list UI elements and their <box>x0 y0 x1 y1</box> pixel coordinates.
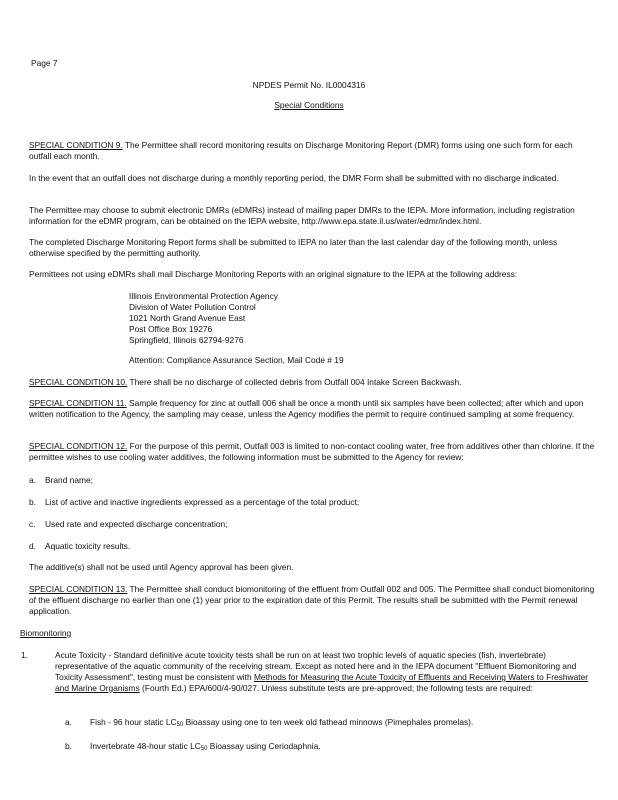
no-discharge-paragraph: In the event that an outfall does not discharge during a monthly reporting period, the DMR Form shall be submitted with no discharge indicated. <box>29 173 559 183</box>
list-marker: c. <box>29 519 36 529</box>
acute-toxicity-paragraph <box>55 650 595 694</box>
special-condition-11-label: SPECIAL CONDITION 11. <box>29 398 127 408</box>
list-item: Used rate and expected discharge concentration; <box>45 519 228 529</box>
biomonitoring-heading: Biomonitoring <box>20 628 72 638</box>
fish-bioassay-text: Fish - 96 hour static LC <box>90 717 177 727</box>
address-line: Post Office Box 19276 <box>129 324 213 334</box>
edmr-paragraph: The Permittee may choose to submit electronic DMRs (eDMRs) instead of mailing paper DMRs to the IEPA. More information, including registration information for the eDMR program, can be obtained on the IEPA website, http://www.epa.state.il.us/water/edmr/index.html. <box>29 205 575 226</box>
special-condition-9 <box>29 140 595 162</box>
special-condition-13 <box>29 584 595 617</box>
special-condition-10-label: SPECIAL CONDITION 10. <box>29 377 128 387</box>
special-condition-13-text: The Permittee shall conduct biomonitoring of the effluent from Outfall 002 and 005. The Permittee shall conduct biomonitoring of the effluent discharge no earlier than one (1) year prior to the expiration date of this Permit. The results shall be submitted with the Permit renewal application. <box>29 584 595 616</box>
additive-approval-paragraph: The additive(s) shall not be used until Agency approval has been given. <box>29 562 294 572</box>
attention-line: Attention: Compliance Assurance Section, Mail Code # 19 <box>129 355 344 365</box>
address-line: 1021 North Grand Avenue East <box>129 313 246 323</box>
invertebrate-bioassay-item <box>90 741 321 755</box>
section-title: Special Conditions <box>274 100 344 110</box>
acute-toxicity-text: Acute Toxicity - Standard definitive acute toxicity tests shall be run on at least two trophic levels of aquatic species (fish, invertebrate) representative of the aquatic community of the receiving stream. Except as noted here and in the IEPA document "Effluent Biomonitoring and Toxicity Assessment", testing must be consistent with <box>55 650 577 682</box>
address-line: Springfield, Illinois 62794-9276 <box>129 335 244 345</box>
special-condition-9-label: SPECIAL CONDITION 9. <box>29 140 123 150</box>
special-condition-10-text: There shall be no discharge of collected debris from Outfall 004 Intake Screen Backwash. <box>127 377 462 387</box>
list-marker: d. <box>29 541 36 551</box>
special-condition-12-label: SPECIAL CONDITION 12. <box>29 441 128 451</box>
special-condition-9-text: The Permittee shall record monitoring results on Discharge Monitoring Report (DMR) forms using one such form for each outfall each month. <box>29 140 573 161</box>
item-1-marker: 1. <box>21 650 28 660</box>
invertebrate-bioassay-text: Invertebrate 48-hour static LC <box>90 741 201 751</box>
special-condition-12 <box>29 441 595 463</box>
page-label: Page 7 <box>31 58 58 68</box>
list-item: List of active and inactive ingredients expressed as a percentage of the total product; <box>45 497 360 507</box>
special-condition-13-label: SPECIAL CONDITION 13. <box>29 584 128 594</box>
mailing-paragraph: Permittees not using eDMRs shall mail Discharge Monitoring Reports with an original signature to the IEPA at the following address: <box>29 269 518 279</box>
lc-subscript: 50 <box>176 722 184 728</box>
lc-subscript: 50 <box>200 746 208 752</box>
list-item: Brand name; <box>45 475 93 485</box>
special-condition-11 <box>29 398 595 420</box>
special-condition-11-text: Sample frequency for zinc at outfall 006 shall be once a month until six samples have been collected; after which and upon written notification to the Agency, the sampling may cease, unless the Agency modifies the permit to require continued sampling at some frequency. <box>29 398 584 419</box>
subitem-marker: b. <box>65 741 72 751</box>
subitem-marker: a. <box>65 717 72 727</box>
acute-toxicity-text-end: (Fourth Ed.) EPA/600/4-90/027. Unless substitute tests are pre-approved; the following tests are required: <box>139 683 533 693</box>
list-item: Aquatic toxicity results. <box>45 541 131 551</box>
permit-title: NPDES Permit No. IL0004316 <box>252 80 366 90</box>
special-condition-12-text: For the purpose of this permit, Outfall 003 is limited to non-contact cooling water, free from additives other than chlorine. If the permittee wishes to use cooling water additives, the following information must be submitted to the Agency for review: <box>29 441 595 462</box>
dmr-due-paragraph: The completed Discharge Monitoring Report forms shall be submitted to IEPA no later than the last calendar day of the following month, unless otherwise specified by the permitting authority. <box>29 237 558 258</box>
address-line: Illinois Environmental Protection Agency <box>129 291 278 301</box>
list-marker: b. <box>29 497 36 507</box>
fish-bioassay-text-end: Bioassay using one to ten week old fathead minnows (Pimephales promelas). <box>183 717 474 727</box>
special-condition-10 <box>29 377 461 388</box>
list-marker: a. <box>29 475 36 485</box>
invertebrate-bioassay-text-end: Bioassay using Ceriodaphnia. <box>207 741 321 751</box>
address-line: Division of Water Pollution Control <box>129 302 256 312</box>
acute-toxicity-method-title: Methods for Measuring the Acute Toxicity of Effluents and Receiving Waters to Freshwater and Marine Organisms <box>55 672 589 693</box>
fish-bioassay-item <box>90 717 473 731</box>
